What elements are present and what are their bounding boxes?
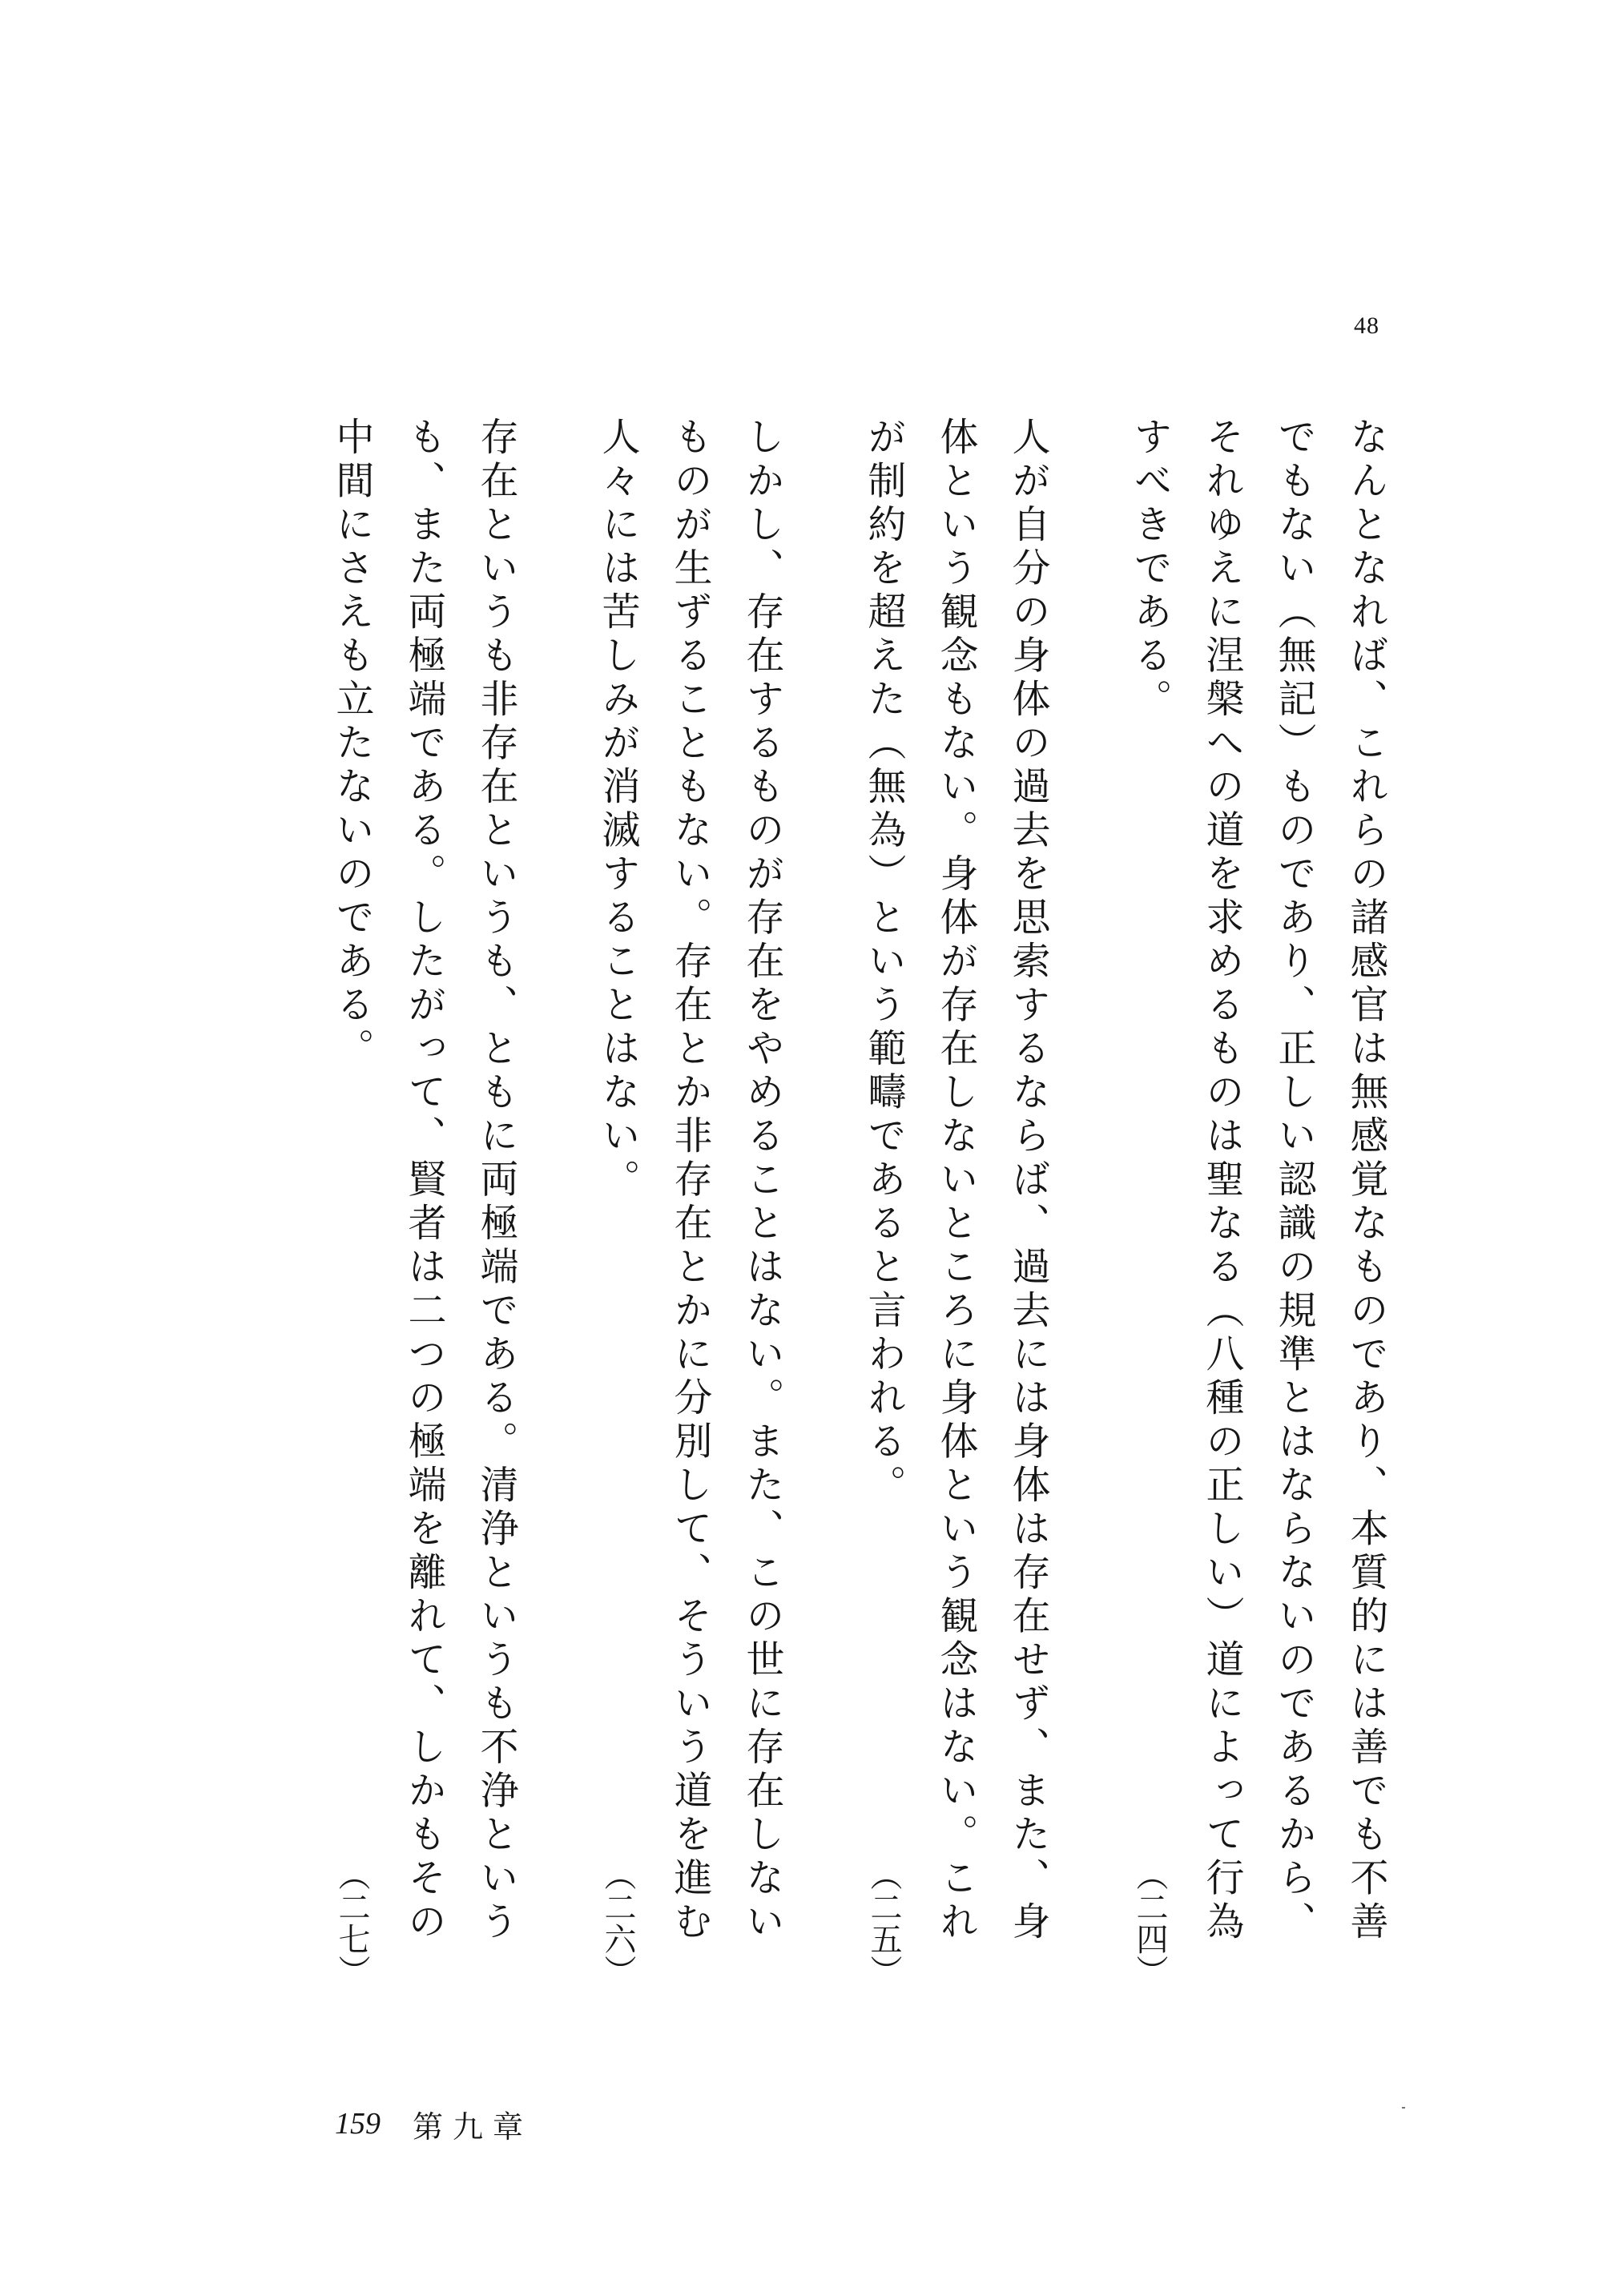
- verse-text: 人が自分の身体の過去を思索するならば、過去には身体は存在せず、また、身体という観念もない。身体が存在しないところに身体という観念はない。これが制約を超えた（無為）という範疇であると言われる。: [861, 417, 1050, 1945]
- verse-text: なんとなれば、これらの諸感官は無感覚なものであり、本質的には善でも不善でもない（無記）ものであり、正しい認識の規準とはならないのであるから、それゆえに涅槃への道を求めるものは聖なる（八種の正しい）道によって行為すべきである。: [1127, 417, 1388, 1945]
- verse-text: しかし、存在するものが存在をやめることはない。また、この世に存在しないものが生ずることもない。存在とか非存在とかに分別して、そういう道を進む人々には苦しみが消滅することはない。: [595, 417, 784, 1945]
- footer-chapter-title: 第九章: [413, 2109, 534, 2145]
- verse-24: [1114, 417, 1402, 1987]
- verse-25: [848, 417, 1064, 1987]
- verse-number: （二四）: [1131, 1859, 1168, 1987]
- verse-number: （二六）: [599, 1859, 636, 1987]
- page-footer: [335, 2096, 533, 2152]
- verse-number: （二五）: [865, 1859, 902, 1987]
- verse-text-block: [329, 417, 1402, 1987]
- footer-page-number: 159: [335, 2107, 381, 2141]
- header-page-number: 48: [1354, 312, 1379, 339]
- verse-27: [316, 417, 532, 1987]
- verse-text: 存在というも非存在というも、ともに両極端である。清浄というも不浄というも、また両極端である。したがって、賢者は二つの極端を離れて、しかもその中間にさえも立たないのである。: [329, 417, 518, 1945]
- verse-number: （二七）: [333, 1859, 370, 1987]
- scan-speck: [1402, 2107, 1405, 2109]
- verse-26: [582, 417, 798, 1987]
